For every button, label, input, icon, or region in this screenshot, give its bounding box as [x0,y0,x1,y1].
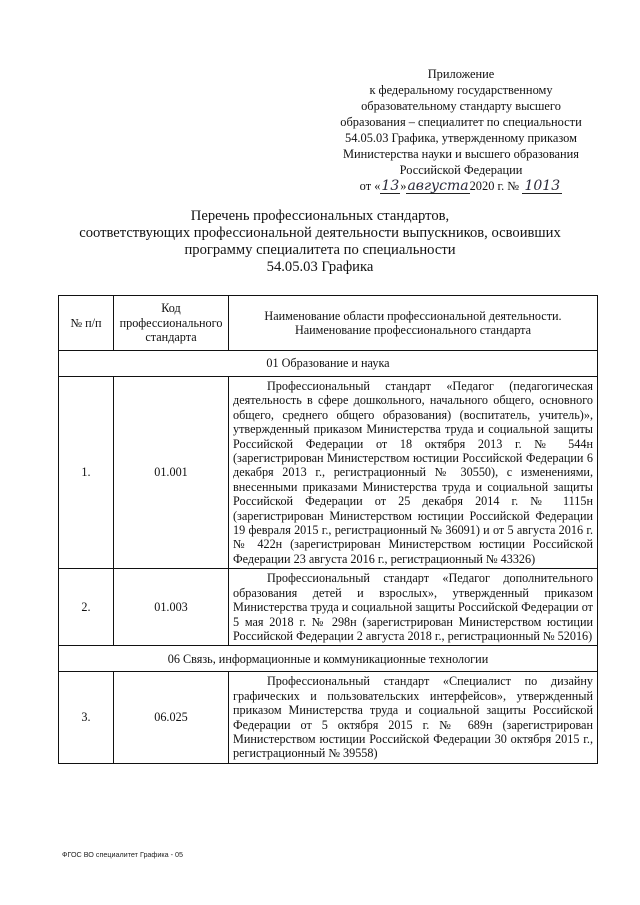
handwritten-order-number: 1013 [522,179,562,194]
order-date-line [330,178,592,194]
header-code: Код профессионального стандарта [114,296,229,351]
handwritten-day: 13 [381,178,400,194]
section-title: 01 Образование и наука [59,351,598,377]
row-code: 01.001 [114,377,229,569]
appendix-line: образования – специалитет по специальности [340,115,582,129]
heading-line: соответствующих профессиональной деятельности выпускников, освоивших [79,225,561,241]
handwritten-month: августа [407,178,469,194]
appendix-line: Приложение [427,67,495,81]
appendix-line: Российской Федерации [399,163,523,177]
date-year: 2020 г. № [469,179,520,193]
appendix-block [330,66,592,194]
section-row [59,351,598,377]
appendix-line: образовательному стандарту высшего [361,99,561,113]
table-row [59,377,598,569]
table-row [59,569,598,646]
table-header-row [59,296,598,351]
row-num: 3. [59,672,114,763]
date-prefix: от « [359,179,381,193]
appendix-line: 54.05.03 Графика, утвержденному приказом [345,131,577,145]
appendix-line: к федеральному государственному [369,83,553,97]
header-name: Наименование области профессиональной деятельности. Наименование профессионального стандарта [229,296,598,351]
document-heading [40,208,600,276]
page-footer: ФГОС ВО специалитет Графика - 05 [62,850,184,859]
row-code: 01.003 [114,569,229,646]
heading-line: 54.05.03 Графика [266,259,374,275]
appendix-line: Министерства науки и высшего образования [342,147,580,161]
section-row [59,646,598,672]
row-num: 1. [59,377,114,569]
standards-table [58,295,598,764]
header-num: № п/п [59,296,114,351]
date-mid: » [400,179,407,193]
heading-line: Перечень профессиональных стандартов, [190,208,450,224]
table-row [59,672,598,763]
row-num: 2. [59,569,114,646]
row-description: Профессиональный стандарт «Педагог (педагогическая деятельность в сфере дошкольного, начального общего, основного общего, среднего общего образования) (воспитатель, учитель)», утвержденный приказом Министерства труда и социальной защиты Российской Федерации от 18 октября 2013 г. № 544н (зарегистрирован Министерством юстиции Российской Федерации 6 декабря 2013 г., регистрационный № 30550), с изменениями, внесенными приказами Министерства труда и социальной защиты Российской Федерации от 25 декабря 2014 г. № 1115н (зарегистрирован Министерством юстиции Российской Федерации 19 февраля 2015 г., регистрационный № 36091) и от 5 августа 2016 г. № 422н (зарегистрирован Министерством юстиции Российской Федерации 23 августа 2016 г., регистрационный № 43326) [229,377,598,569]
row-description: Профессиональный стандарт «Специалист по дизайну графических и пользовательских интерфейсов», утвержденный приказом Министерства труда и социальной защиты Российской Федерации от 5 октября 2015 г. № 689н (зарегистрирован Министерством юстиции Российской Федерации 30 октября 2015 г., регистрационный № 39558) [229,672,598,763]
heading-line: программу специалитета по специальности [184,242,456,258]
section-title: 06 Связь, информационные и коммуникационные технологии [59,646,598,672]
row-description: Профессиональный стандарт «Педагог дополнительного образования детей и взрослых», утвержденный приказом Министерства труда и социальной защиты Российской Федерации от 5 мая 2018 г. № 298н (зарегистрирован Министерством юстиции Российской Федерации 2 августа 2018 г., регистрационный № 52016) [229,569,598,646]
row-code: 06.025 [114,672,229,763]
